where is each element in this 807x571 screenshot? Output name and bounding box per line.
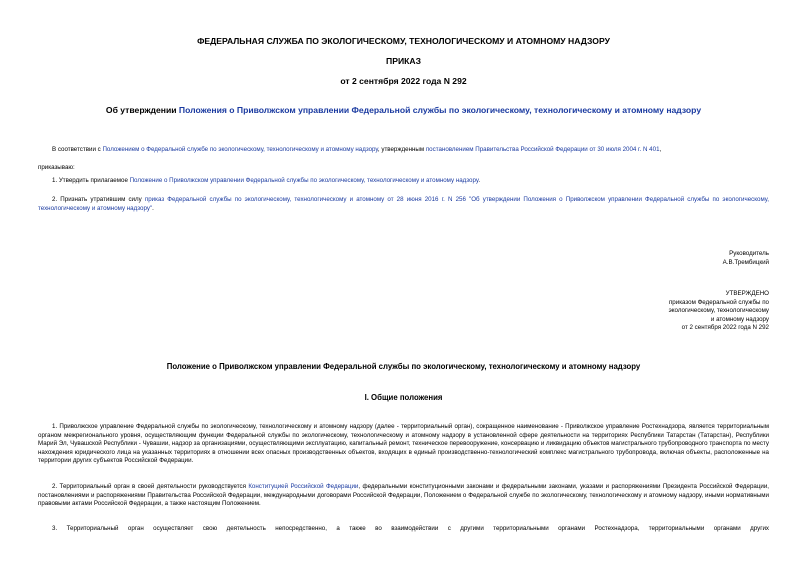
regulation-paragraph-1 <box>38 423 769 466</box>
signature-role: Руководитель <box>729 250 769 257</box>
item-1-text-1: 1. Утвердить прилагаемое <box>52 177 130 184</box>
item-1-link[interactable]: Положение о Приволжском управлении Федеральной службы по экологическому, технологическому и атомному надзору <box>129 177 479 184</box>
approval-line: приказом Федеральной службы по <box>668 298 769 306</box>
regulation-paragraph-3 <box>38 525 769 534</box>
regulation-p1-text: 1. Приволжское управление Федеральной службы по экологическому, технологическому и атомному надзору (далее - территориальный орган), сокращенное наименование - Приволжское управление Ростехнадзора, является территориальным органом межрегионального уровня, осуществляющим функции Федеральной службы по экологическому, технологическому и атомному надзору в установленной сфере деятельности на территориях Республики Татарстан (Татарстан), Республики Марий Эл, Чувашской Республики - Чувашии, надзор за организациями, осуществляющими эксплуатацию, капитальный ремонт, техническое перевооружение, консервацию и ликвидацию объектов магистрального трубопроводного транспорта по месту нахождения юридического лица на указанных территориях в отношении всех опасных производственных объектов, входящих в единый производственно-технологический комплекс магистрального трубопровода, включая объекты, расположенные на территории других субъектов Российской Федерации. <box>38 423 769 465</box>
approval-line: УТВЕРЖДЕНО <box>725 290 769 297</box>
preamble-text-2: , утвержденным <box>377 146 426 153</box>
section-heading: I. Общие положения <box>364 393 443 402</box>
item-2-text-1: 2. Признать утратившим силу <box>52 196 145 203</box>
doc-type-heading: ПРИКАЗ <box>386 56 421 66</box>
regulation-title: Положение о Приволжском управлении Федеральной службы по экологическому, технологическому и атомному надзору <box>166 362 641 371</box>
preamble-link-regulation[interactable]: Положением о Федеральной службе по экологическому, технологическому и атомному надзору <box>102 146 378 153</box>
item-1-paragraph <box>38 177 769 186</box>
approval-line: от 2 сентября 2022 года N 292 <box>681 324 769 332</box>
agency-heading: ФЕДЕРАЛЬНАЯ СЛУЖБА ПО ЭКОЛОГИЧЕСКОМУ, ТЕХНОЛОГИЧЕСКОМУ И АТОМНОМУ НАДЗОРУ <box>197 36 610 46</box>
item-1-text-2: . <box>478 177 481 184</box>
orders-label: приказываю: <box>38 164 75 171</box>
approval-line: экологическому, технологическому <box>668 307 769 315</box>
constitution-link[interactable]: Конституцией Российской Федерации <box>248 483 359 490</box>
order-title-prefix: Об утверждении <box>105 105 179 115</box>
item-2-paragraph <box>38 196 769 213</box>
regulation-p2-text-1: 2. Территориальный орган в своей деятельности руководствуется <box>52 483 249 490</box>
approval-line: и атомному надзору <box>710 315 769 323</box>
date-number-heading: от 2 сентября 2022 года N 292 <box>340 76 467 86</box>
preamble-paragraph <box>38 146 769 155</box>
order-title-link[interactable]: Положения о Приволжском управлении Федеральной службы по экологическому, технологическому и атомному надзору <box>178 105 702 115</box>
regulation-p3-text: 3. Территориальный орган осуществляет свою деятельность непосредственно, а также во взаимодействии с другими территориальными органами Ростехнадзора, территориальными органами других <box>52 525 769 532</box>
item-2-text-2: . <box>152 204 154 212</box>
order-title <box>38 105 769 116</box>
signature-name: А.В.Трембицкий <box>722 258 769 266</box>
preamble-text-3: , <box>659 146 662 153</box>
preamble-text-1: В соответствии с <box>52 146 103 153</box>
approval-block <box>669 290 769 333</box>
regulation-paragraph-2 <box>38 483 769 509</box>
signature-block <box>723 250 769 267</box>
regulation-p2-text-2: , федеральными конституционными законами и федеральными законами, указами и распоряжениями Президента Российской Федерации, постановлениями и распоряжениями Правительства Российской Федерации, международными договорами Российской Федерации, Положением о Федеральной службе по экологическому, технологическому и атомному надзору, иными нормативными правовыми актами Российской Федерации, а также настоящим Положением. <box>38 483 770 508</box>
item-2-link[interactable]: приказ Федеральной службы по экологическому, технологическому и атомному от 28 июня 2016 г. N 256 "Об утверждении Положения о Приволжском управлении Федеральной службы по экологическому, технологическому и атомному надзору" <box>38 196 769 212</box>
preamble-link-decree[interactable]: постановлением Правительства Российской Федерации от 30 июля 2004 г. N 401 <box>425 146 660 153</box>
